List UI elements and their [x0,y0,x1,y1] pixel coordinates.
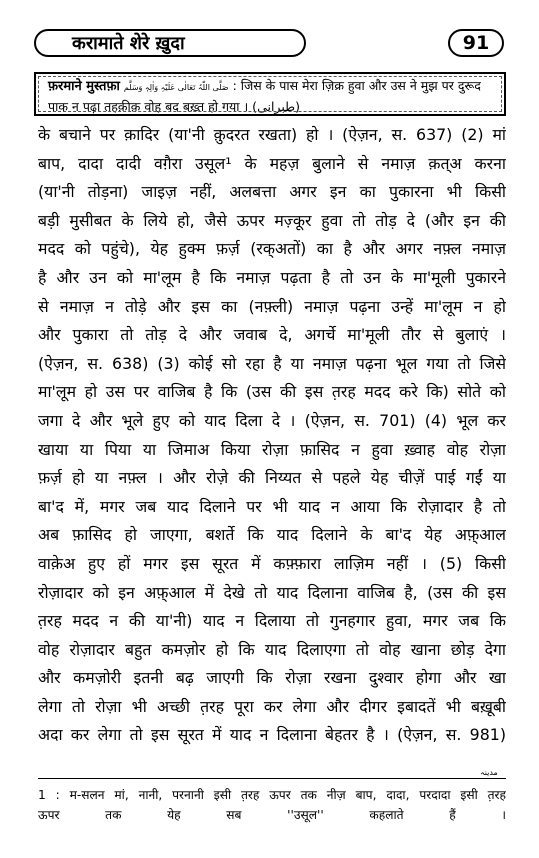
footer-ornament: مدینہ [480,768,498,777]
body-line: अदा कर लेगा तो इस सूरत में याद न दिलाना बेहतर है । (ऐज़न, स. 981) [38,725,506,745]
body-line: त़रह मदद न की या'नी) याद न दिलाया तो गुनहगार हुवा, मगर जब कि [38,611,506,631]
page-number: 91 [462,32,490,54]
footnote-line: 1 : म-सलन मां, नानी, परनानी इसी त़रह ऊपर तक नीज़ बाप, दादा, परदादा इसी त़रह [38,788,506,802]
body-line: फ़र्ज़ हो या नफ़्ल । और रोज़े की निय्यत से पहले येह चीज़ें पाई गईं या [38,468,506,488]
body-line: रोज़ादार को इन अफ़्आल में देखे तो याद दिलाना वाजिब है, (उस की इस [38,582,506,602]
body-line: जगा दे और भूले हुए को याद दिला दे । (ऐज़न, स. 701) (4) भूल कर [38,410,506,430]
body-line: (या'नी तोड़ना) जाइज़ नहीं, अलबत्ता अगर इन का पुकारना भी किसी [38,182,506,202]
footnote-divider [38,778,506,779]
body-line: लेगा तो रोज़ा भी अच्छी त़रह पूरा कर लेगा और दीगर इबादतें भी बख़ूबी [38,696,506,716]
body-line: के बचाने पर क़ादिर (या'नी क़ुदरत रखता) हो । (ऐज़न, स. 637) (2) मां [38,125,506,144]
body-line: मदद को पहुंचे), येह हुक्म फ़र्ज़ (रक्अतों) का है और अगर नफ़्ल नमाज़ [38,239,506,259]
hadith-text-2: पाक न पढ़ा तहक़ीक़ वोह बद बख़्त हो गया । (طبرانی) [48,99,300,114]
body-line: वाक़ेअ हुए हों मगर इस सूरत में कफ़्फ़ारा लाज़िम नहीं । (5) किसी [38,553,506,573]
page-number-pill [448,29,504,57]
body-line: बा'द में, मगर जब याद दिलाने पर भी याद न आया कि रोज़ादार है तो [38,496,506,516]
body-line: वोह रोज़ादार बहुत कमज़ोर हो कि याद दिलाएगा तो वोह खाना छोड़ देगा [38,639,506,659]
body-line: (ऐज़न, स. 638) (3) कोई सो रहा है या नमाज़ पढ़ना भूल गया तो जिसे [38,353,506,373]
body-line: है और उन को मा'लूम है कि नमाज़ पढ़ता है तो उन के मा'मूली पुकारने [38,267,506,287]
hadith-title: फ़रमाने मुस्तफ़ा [48,79,120,94]
hadith-arabic-salutation: صَلَّی اللّٰہُ تَعَالٰی عَلَیْہِ وَاٰلِہٖ وَسَلَّم [123,83,229,92]
book-title-pill [34,29,306,57]
hadith-text-1: : जिस के पास मेरा ज़िक्र हुवा और उस ने मुझ पर दुरूद [232,78,481,93]
body-line: अब फ़ासिद हो जाएगा, बशर्ते कि याद दिलाने के बा'द येह अफ़्आल [38,525,506,545]
body-line: मा'लूम हो उस पर वाजिब है कि (उस की इस त़रह मदद करे कि) सोते को [38,382,506,402]
body-line: और कमज़ोरी इतनी बढ़ जाएगी कि रोज़ा रखना दुश्वार होगा और खा [38,668,506,688]
body-line: बड़ी मुसीबत के लिये हो, जैसे ऊपर मज़्कूर हुवा तो तोड़ दे (और इन की [38,210,506,230]
footnote-line: ऊपर तक येह सब ''उसूल'' कहलाते हैं । [38,808,506,822]
hadith-box [34,72,506,116]
body-line: से नमाज़ न तोड़े और इस का (नफ़्ली) नमाज़ पढ़ना उन्हें मा'लूम न हो [38,296,506,316]
book-title: करामाते शेरे ख़ुदा [72,33,185,54]
footnote [38,785,506,825]
body-line: बाप, दादा दादी वग़ैरा उसूल¹ के महज़ बुलाने से नमाज़ क़त्अ करना [38,153,506,173]
body-line: और पुकारा तो तोड़ दे और जवाब दे, अगर्चे मा'मूली तौर से बुलाएं । [38,325,506,345]
body-line: खाया या पिया या जिमाअ किया रोज़ा फ़ासिद न हुवा ख़्वाह वोह रोज़ा [38,439,506,459]
main-text [38,121,506,750]
